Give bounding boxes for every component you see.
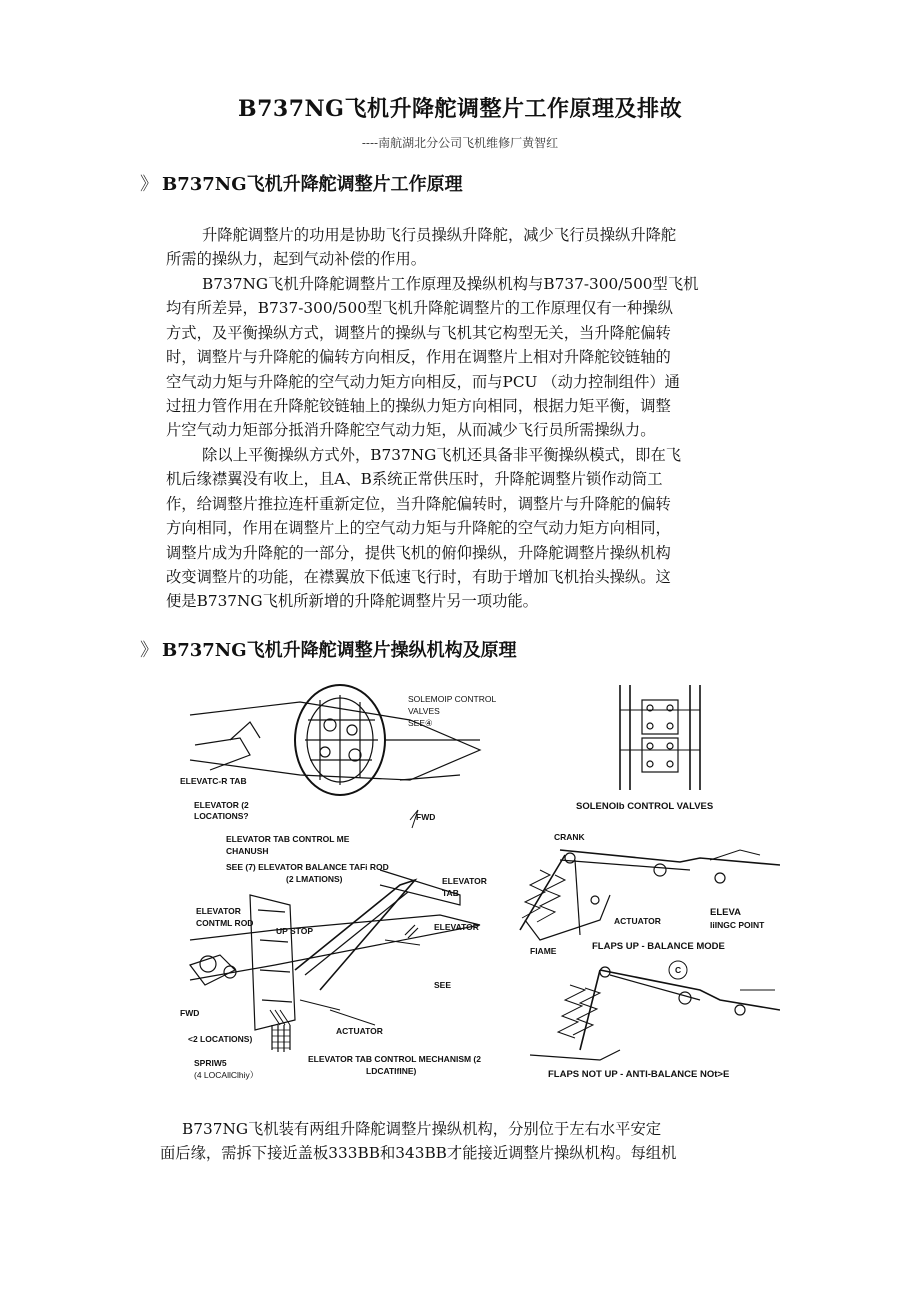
fig-label-see: SEE [434,980,452,990]
fig-label-mechanism-caption: LDCATIfINE) [366,1066,417,1076]
section-heading-text: B737NG飞机升降舵调整片操纵机构及原理 [162,640,517,661]
fig-label-flaps-not-up: FLAPS NOT UP - ANTI-BALANCE NOt>E [548,1069,730,1080]
fig-label-two-locations: <2 LOCATIONS) [188,1034,253,1044]
fig-label-actuator: ACTUATOR [614,916,661,926]
section-heading-text: B737NG飞机升降舵调整片工作原理 [162,174,463,195]
fig-label-elevator-hinge: IiINGC POINT [710,920,765,930]
fig-label-tab-control-mechanism: ELEVATOR TAB CONTROL ME [226,834,350,844]
section-marker-icon: 》 [140,174,158,195]
paragraph-line: 改变调整片的功能，在襟翼放下低速飞行时，有助于增加飞机抬头操纵。这 [166,568,671,587]
solenoid-valves-drawing [620,685,700,790]
paragraph-line: 所需的操纵力，起到气动补偿的作用。 [166,250,427,269]
paragraph-line: 方式，及平衡操纵方式，调整片的操纵与飞机其它构型无关，当升降舵偏转 [166,323,671,342]
paragraph-line: 除以上平衡操纵方式外，B737NG飞机还具备非平衡操纵模式，即在飞 [202,446,682,464]
paragraph-balance-mode [166,272,780,443]
fig-label-control-rod: CONTML ROD [196,918,254,928]
fig-label-control-rod: ELEVATOR [196,906,241,916]
fig-label-circle-c: C [675,965,682,975]
tab-mechanism-drawing [190,870,480,1052]
paragraph-line: 面后缘，需拆下接近盖板333BB和343BB才能接近调整片操纵机构。每组机 [160,1144,677,1163]
paragraph-line: 便是B737NG飞机所新增的升降舵调整片另一项功能。 [166,592,538,611]
paragraph-line: B737NG飞机升降舵调整片工作原理及操纵机构与B737-300/500型飞机 [202,275,699,293]
fig-label-solenoid-caption: SOLENOIb CONTROL VALVES [576,801,714,812]
mechanism-diagram [180,680,780,1080]
fig-label-frame: FIAME [530,946,557,956]
paragraph-line: 均有所差异，B737-300/500型飞机升降舵调整片的工作原理仅有一种操纵 [166,299,673,318]
paragraph-line: 空气动力矩与升降舵的空气动力矩方向相反，而与PCU （动力控制组件）通 [166,372,680,391]
section-heading-principle [140,170,463,196]
document-byline: ----南航湖北分公司飞机维修厂黄智红 [361,136,559,150]
paragraph-line: B737NG飞机装有两组升降舵调整片操纵机构，分别位于左右水平安定 [182,1120,662,1138]
fig-label-elevator-tab-right: TAB [442,888,459,898]
paragraph-mechanism-location [160,1117,780,1166]
fig-label-up-stop: UP STOP [276,926,314,936]
fig-label-mechanism-caption: ELEVATOR TAB CONTROL MECHANISM (2 [308,1054,481,1064]
fig-label-balance-rod: (2 LMATIONS) [286,874,343,884]
fig-label-elevator-locations: ELEVATOR (2 [194,800,249,810]
paragraph-line: 时，调整片与升降舵的偏转方向相反，作用在调整片上相对升降舵铰链轴的 [166,348,671,367]
document-title: B737NG飞机升降舵调整片工作原理及排故 [238,96,682,122]
paragraph-line: 方向相同，作用在调整片上的空气动力矩与升降舵的空气动力矩方向相同， [166,519,671,538]
paragraph-line: 升降舵调整片的功用是协助飞行员操纵升降舵，减少飞行员操纵升降舵 [202,226,677,244]
fig-label-elevator-hinge: ELEVA [710,907,741,918]
fig-label-crank: CRANK [554,832,585,842]
paragraph-line: 调整片成为升降舵的一部分，提供飞机的俯仰操纵，升降舵调整片操纵机构 [166,543,671,562]
paragraph-line: 过扭力管作用在升降舵铰链轴上的操纵力矩方向相同，根据力矩平衡，调整 [166,397,671,416]
fig-label-solenoid-callout: VALVES [408,706,440,716]
paragraph-line: 作，给调整片推拉连杆重新定位，当升降舵偏转时，调整片与升降舵的偏转 [166,494,671,513]
fig-label-tab-control-mechanism: CHANUSH [226,846,269,856]
fig-label-elevator-locations: LOCATIONS? [194,811,249,821]
section-marker-icon: 》 [140,640,158,661]
paragraph-line: 机后缘襟翼没有收上，且A、B系统正常供压时，升降舵调整片锁作动筒工 [166,470,663,489]
fig-label-elevator: ELEVATOR [434,922,479,932]
fig-label-springs: SPRIW5 [194,1058,227,1068]
fig-label-solenoid-callout: SEE④ [408,718,433,728]
fig-label-flaps-up: FLAPS UP - BALANCE MODE [592,941,725,952]
fig-label-balance-rod: SEE (7) ELEVATOR BALANCE TAFi ROD [226,862,389,872]
paragraph-line: 片空气动力矩部分抵消升降舵空气动力矩，从而减少飞行员所需操纵力。 [166,421,656,440]
anti-balance-mode-drawing [530,961,780,1060]
paragraph-tab-function [166,223,780,272]
paragraph-anti-balance-mode [166,443,780,614]
fig-label-actuator: ACTUATOR [336,1026,383,1036]
fig-label-fwd: FWD [416,812,436,822]
fig-label-fwd: FWD [180,1008,200,1018]
fig-label-elevator-tab-right: ELEVATOR [442,876,487,886]
section-heading-mechanism [140,636,517,662]
fig-label-solenoid-callout: SOLEMOIP CONTROL [408,694,497,704]
fig-label-springs: (4 LOCAllClhiy） [194,1070,259,1080]
fig-label-elevator-tab: ELEVATC-R TAB [180,776,247,786]
